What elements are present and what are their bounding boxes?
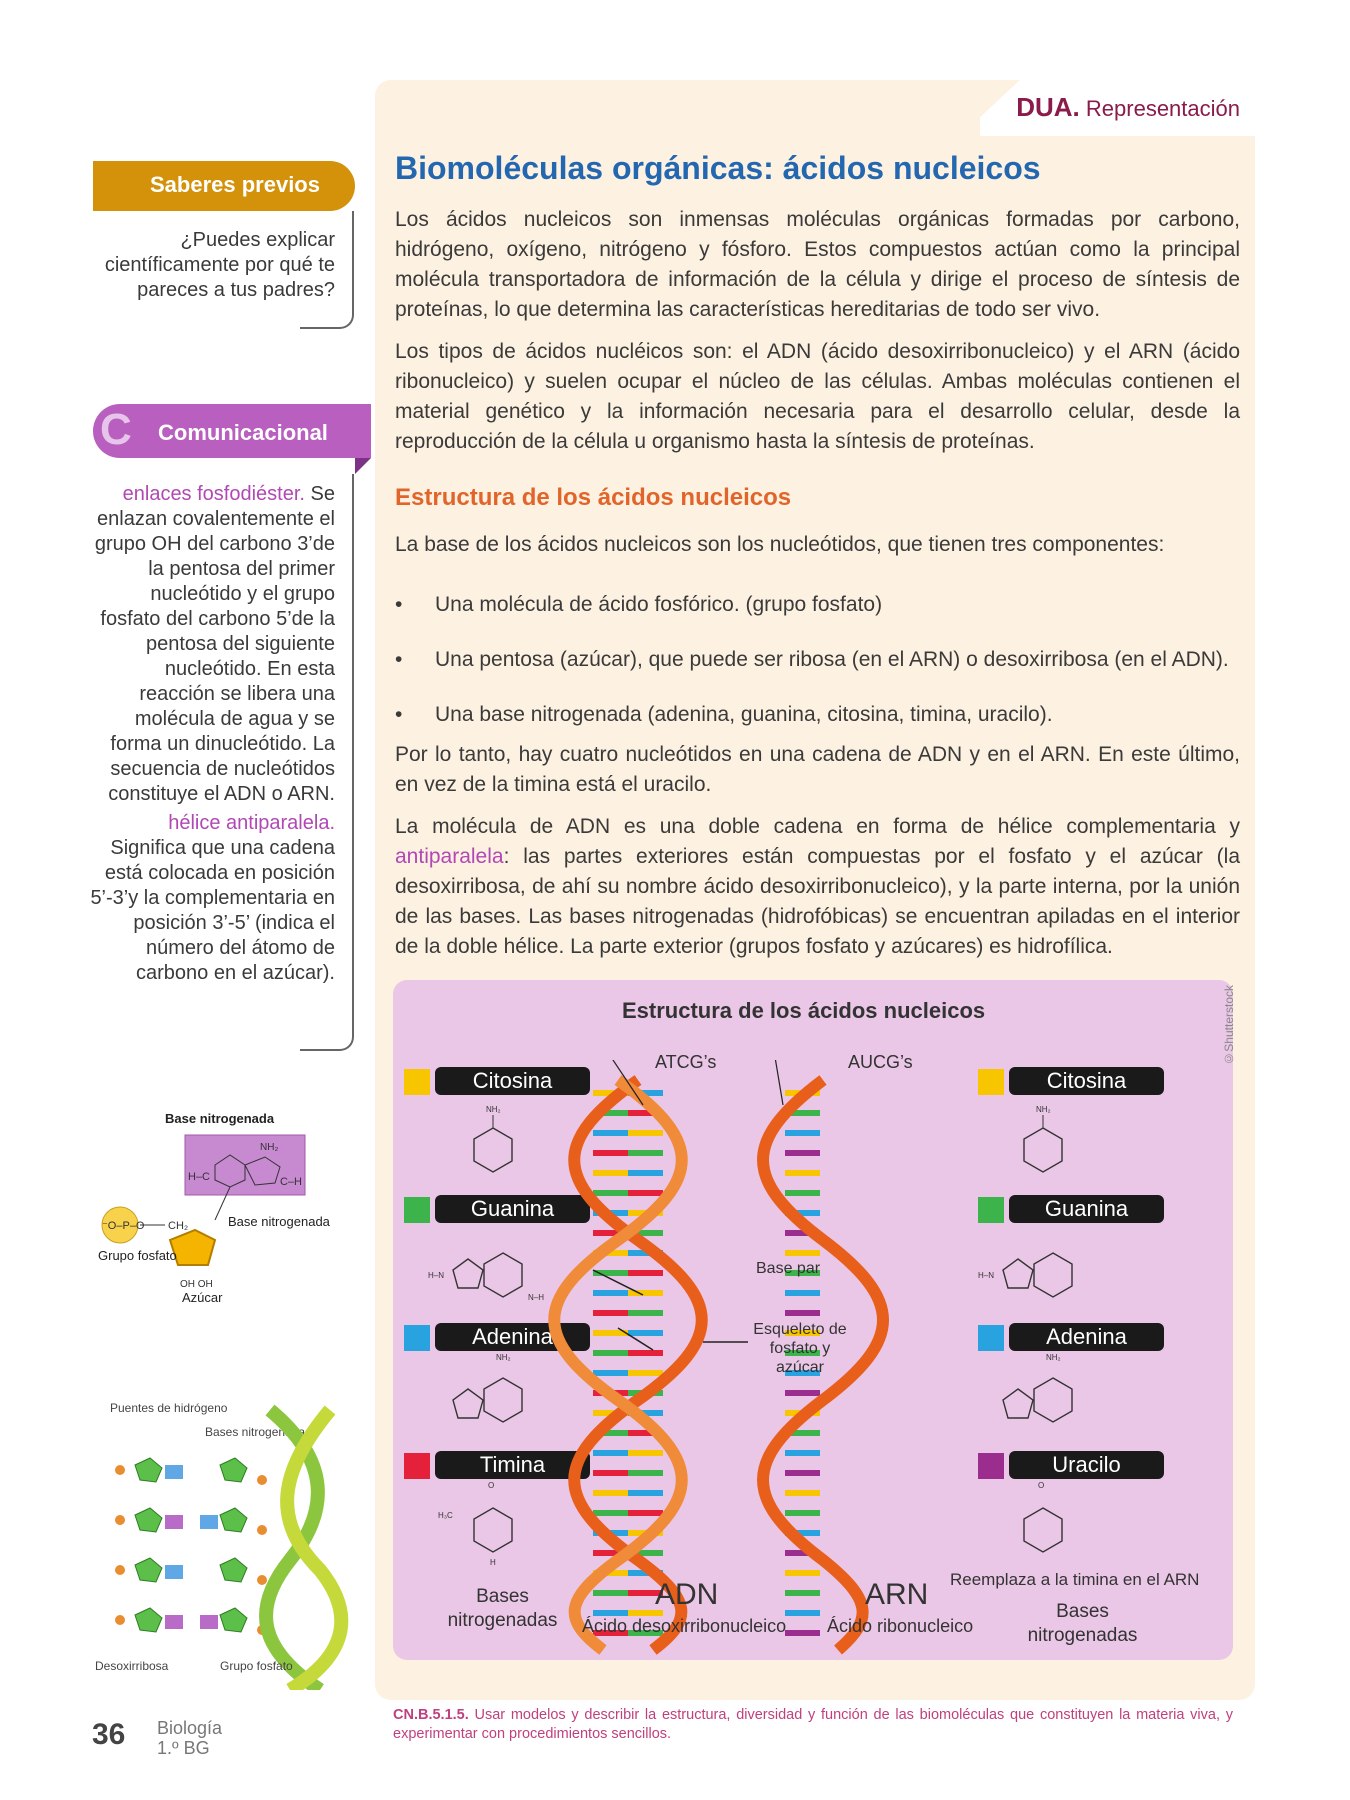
adn-label: ADN (655, 1578, 719, 1611)
glossary-term: enlaces fosfodiéster. (122, 483, 305, 505)
sugar-label: Azúcar (182, 1290, 223, 1305)
adn-full-label: Ácido desoxirribonucleico (582, 1616, 787, 1636)
svg-text:N–H: N–H (528, 1293, 545, 1302)
paragraph-components: La base de los ácidos nucleicos son los nucleótidos, que tienen tres componentes: (395, 533, 1165, 556)
dna-base-rung (593, 1510, 628, 1516)
dna-base-rung (628, 1510, 663, 1516)
dna-base-rung (628, 1190, 663, 1196)
dna-base-rung (628, 1370, 663, 1376)
rna-base-rung (785, 1170, 820, 1176)
base-pair-label: Base par (756, 1260, 821, 1277)
glossary-definition: Se enlazan covalentemente el grupo OH del carbono 3’de la pentosa del primer nucleótido y el grupo fosfato del carbono 5’de la pentosa del siguiente nucleótido. En esta reacción se libera una molécula de agua y se forma un dinucleótido. La secuencia de nucleótidos constituye el ADN o ARN. (94, 483, 335, 805)
list-item: • Una pentosa (azúcar), que puede ser ribosa (en el ARN) o desoxirribosa (en el ADN). (395, 648, 1229, 671)
page-number: 36 (92, 1718, 126, 1751)
guanine-structure-right (978, 1253, 1072, 1297)
dna-base-rung (593, 1450, 628, 1456)
paragraph-types: Los tipos de ácidos nucléicos son: el ADN (ácido desoxirribonucleico) y el ARN (ácido ribonucleico) y suelen ocupar el núcleo de las células. Ambas moléculas contienen el material genético y la información necesaria para el desarrollo celular, desde la reproducción de la célula u organismo hasta la síntesis de proteínas. (395, 340, 1240, 453)
svg-text:NH₂: NH₂ (486, 1105, 501, 1114)
dna-helix (554, 1080, 702, 1650)
term-antiparalela: antiparalela (395, 845, 504, 868)
guanine-structure-left (428, 1253, 544, 1302)
dna-base-rung (628, 1470, 663, 1476)
deoxyribose-label: Desoxirribosa (95, 1659, 169, 1673)
page-title: Biomoléculas orgánicas: ácidos nucleicos (395, 150, 1041, 186)
adenine-structure-right (1003, 1353, 1072, 1422)
image-credit: ©Shutterstock (1222, 985, 1236, 1066)
subject-label: Biología 1.º BG (157, 1718, 223, 1758)
base-label-timina-left: Timina (435, 1451, 590, 1479)
nucleotide-diagram (90, 1105, 360, 1305)
comunicacional-title: Comunicacional (158, 420, 328, 445)
adenine-structure-left (453, 1353, 522, 1422)
base-label-guanina-right: Guanina (1009, 1195, 1164, 1223)
dna-base-rung (628, 1330, 663, 1336)
dna-base-rung (593, 1310, 628, 1316)
base-label-citosina-right: Citosina (1009, 1067, 1164, 1095)
svg-text:H₃C: H₃C (438, 1511, 453, 1520)
dna-base-rung (628, 1350, 663, 1356)
base-label-uracilo-right: Uracilo (1009, 1451, 1164, 1479)
rna-base-rung (785, 1150, 820, 1156)
svg-text:H: H (490, 1558, 496, 1567)
base-label-guanina-left: Guanina (435, 1195, 590, 1223)
base-label-citosina-left: Citosina (435, 1067, 590, 1095)
dna-base-rung (593, 1350, 628, 1356)
curriculum-standard: CN.B.5.1.5. Usar modelos y describir la estructura, diversidad y función de las biomoléculas que constituyen la materia viva, y experimentar con procedimientos sencillos. (393, 1707, 1233, 1742)
bases-right-label: Bases nitrogenadas (1027, 1601, 1138, 1646)
comunicacional-tab-tail (355, 458, 371, 474)
dua-label: DUA. Representación (1016, 92, 1240, 122)
dna-base-rung (628, 1150, 663, 1156)
saberes-title: Saberes previos (150, 172, 320, 197)
dna-base-rung (628, 1450, 663, 1456)
dna-base-rung (593, 1290, 628, 1296)
dna-base-rung (593, 1590, 628, 1596)
uracil-note: Reemplaza a la timina en el ARN (950, 1570, 1200, 1589)
base-label-adenina-left: Adenina (435, 1323, 590, 1351)
uracil-structure-right (1024, 1481, 1062, 1552)
paragraph-adn: La molécula de ADN es una doble cadena en forma de hélice complementaria y antiparalela: las partes exteriores están compuestas por el fosfato y el azúcar (la desoxirribosa, de ahí su nombre ácido desoxirribonucleico), y la parte interna, por la unión de las bases. Las bases nitrogenadas (hidrofóbicas) se encuentran apiladas en el interior de la doble hélice. La parte exterior (grupos fosfato y azúcares) es hidrofílica. (395, 815, 1240, 958)
backbone-label: Esqueleto de fosfato y azúcar (753, 1321, 847, 1376)
svg-text:O: O (1038, 1481, 1045, 1490)
list-item: • Una base nitrogenada (adenina, guanina, citosina, timina, uracilo). (395, 703, 1053, 726)
paragraph-intro: Los ácidos nucleicos son inmensas moléculas orgánicas formadas por carbono, hidrógeno, oxígeno, nitrógeno y fósforo. Estos compuestos actúan como la principal molécula transportadora de información de la célula y dirige el proceso de síntesis de proteínas, lo que determina las características hereditarias de todo ser vivo. (395, 208, 1240, 321)
svg-text:O: O (488, 1481, 495, 1490)
list-item: • Una molécula de ácido fosfórico. (grupo fosfato) (395, 593, 883, 616)
dna-base-rung (593, 1190, 628, 1196)
rna-base-rung (785, 1290, 820, 1296)
comunicacional-glossary (90, 482, 335, 986)
dna-base-rung (628, 1170, 663, 1176)
rna-base-rung (785, 1510, 820, 1516)
dna-base-rung (628, 1130, 663, 1136)
saberes-question: ¿Puedes explicar científicamente por qué te pareces a tus padres? (104, 229, 335, 301)
thymine-structure-left (438, 1481, 512, 1567)
dna-base-rung (593, 1150, 628, 1156)
rna-base-rung (785, 1610, 820, 1616)
phosphate-group-label: Grupo fosfato (220, 1659, 293, 1673)
svg-text:CH₂: CH₂ (168, 1220, 189, 1232)
rna-base-rung (785, 1570, 820, 1576)
glossary-definition: Significa que una cadena está colocada en posición 5’-3’y la complementaria en posición 3’-5’ (indica el número del átomo de carbono en el azúcar). (90, 837, 335, 984)
rna-base-rung (785, 1470, 820, 1476)
svg-text:C–H: C–H (280, 1176, 303, 1188)
rna-base-rung (785, 1590, 820, 1596)
dna-base-rung (593, 1170, 628, 1176)
hydrogen-bonds-label: Puentes de hidrógeno (110, 1401, 228, 1415)
atcg-label: ATCG’s (655, 1052, 717, 1072)
rna-base-rung (785, 1130, 820, 1136)
svg-text:H–C: H–C (188, 1171, 211, 1183)
dna-base-rung (593, 1470, 628, 1476)
dna-base-rung (628, 1270, 663, 1276)
phosphate-label: Grupo fosfato (98, 1248, 177, 1263)
dna-base-rung (593, 1130, 628, 1136)
dna-base-rung (628, 1310, 663, 1316)
rna-base-rung (785, 1450, 820, 1456)
svg-text:H–N: H–N (978, 1271, 995, 1280)
rna-base-rung (785, 1390, 820, 1396)
dna-base-rung (628, 1490, 663, 1496)
section-title: Estructura de los ácidos nucleicos (395, 484, 792, 511)
svg-text:OH OH: OH OH (180, 1279, 213, 1290)
arn-full-label: Ácido ribonucleico (827, 1616, 974, 1636)
figure-title: Estructura de los ácidos nucleicos (622, 998, 986, 1023)
base-label-adenina-right: Adenina (1009, 1323, 1164, 1351)
base-label: Base nitrogenada (228, 1214, 330, 1229)
arn-label: ARN (865, 1578, 929, 1611)
speech-icon: C (100, 405, 132, 454)
svg-text:NH₂: NH₂ (496, 1353, 511, 1362)
rna-base-rung (785, 1190, 820, 1196)
rna-base-rung (785, 1310, 820, 1316)
rna-base-rung (785, 1250, 820, 1256)
svg-text:⁻O–P–O: ⁻O–P–O (102, 1220, 145, 1232)
bases-left-label: Bases nitrogenadas (447, 1586, 558, 1631)
paragraph-nucleotides: Por lo tanto, hay cuatro nucleótidos en una cadena de ADN y en el ARN. En este último, en vez de la timina está el uracilo. (395, 743, 1240, 796)
rna-base-rung (785, 1630, 820, 1636)
svg-text:H–N: H–N (428, 1271, 445, 1280)
svg-text:NH₂: NH₂ (1046, 1353, 1061, 1362)
dna-base-rung (593, 1370, 628, 1376)
dna-base-rung (593, 1490, 628, 1496)
svg-text:NH₂: NH₂ (260, 1142, 279, 1153)
svg-text:NH₂: NH₂ (1036, 1105, 1051, 1114)
rna-base-rung (785, 1490, 820, 1496)
hydrogen-bonds-diagram (90, 1370, 360, 1690)
bases-label: Bases nitrogenadas (205, 1425, 312, 1439)
aucg-label: AUCG’s (848, 1052, 913, 1072)
glossary-term: hélice antiparalela. (168, 812, 335, 834)
cytosine-structure-left (474, 1105, 512, 1172)
cytosine-structure-right (1024, 1105, 1062, 1172)
nucleotide-diagram-title: Base nitrogenada (165, 1111, 275, 1126)
